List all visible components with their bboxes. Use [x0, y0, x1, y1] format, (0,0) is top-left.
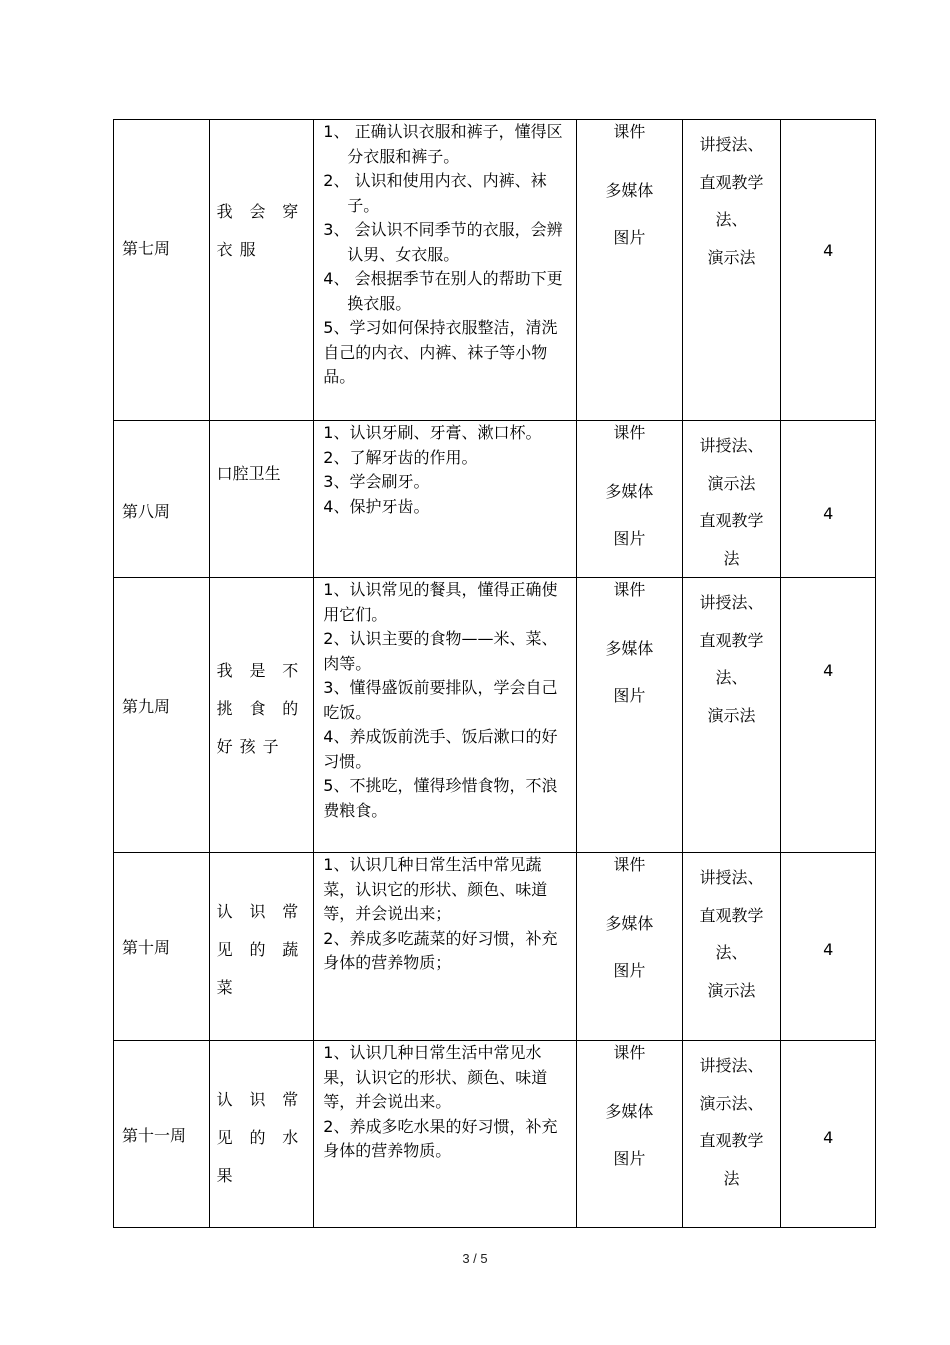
- goal-item: 5、不挑吃，懂得珍惜食物，不浪费粮食。: [323, 776, 558, 820]
- method-item: 法、: [715, 210, 748, 229]
- methods-cell: [682, 853, 781, 1041]
- hours-cell: [781, 120, 876, 421]
- method-item: 法、: [715, 943, 748, 962]
- goal-item: 1、认识几种日常生活中常见蔬菜，认识它的形状、颜色、味道等，并会说出来；: [323, 855, 548, 923]
- week-label: 第十一周: [122, 1126, 187, 1145]
- method-item: 讲授法、: [699, 593, 764, 612]
- goals-cell: [314, 853, 577, 1041]
- goal-item: 5、学习如何保持衣服整洁，清洗自己的内衣、内裤、袜子等小物品。: [323, 318, 558, 386]
- goal-item: 1、 正确认识衣服和裤子，懂得区分衣服和裤子。: [323, 122, 563, 166]
- goal-item: 2、了解牙齿的作用。: [323, 447, 478, 467]
- week-cell: [114, 853, 210, 1041]
- method-item: 直观教学: [699, 1131, 764, 1150]
- method-item: 演示法: [707, 705, 756, 725]
- methods-cell: [682, 120, 781, 421]
- method-item: 演示法: [707, 980, 756, 1000]
- hours-cell: [781, 578, 876, 853]
- method-item: 演示法、: [699, 1093, 764, 1113]
- goal-item: 4、保护牙齿。: [323, 496, 430, 516]
- resources-cell: [577, 421, 683, 578]
- topic-cell: [209, 853, 314, 1041]
- hours-value: 4: [823, 1128, 834, 1147]
- topic-label: 认识常见的蔬菜: [216, 902, 306, 997]
- method-item: 演示法: [707, 247, 756, 267]
- method-item: 直观教学: [699, 511, 764, 530]
- methods-cell: [682, 421, 781, 578]
- methods-cell: [682, 578, 781, 853]
- week-cell: [114, 1041, 210, 1228]
- resources-cell: [577, 853, 683, 1041]
- hours-value: 4: [823, 241, 834, 260]
- resource-item: 图片: [613, 228, 646, 247]
- week-cell: [114, 421, 210, 578]
- resource-item: 图片: [613, 529, 646, 548]
- method-item: 法: [723, 548, 740, 568]
- resource-item: 多媒体: [605, 181, 654, 200]
- week-label: 第八周: [122, 502, 171, 521]
- method-item: 讲授法、: [699, 868, 764, 887]
- topic-cell: [209, 421, 314, 578]
- table-row: [114, 421, 876, 578]
- topic-cell: [209, 1041, 314, 1228]
- goal-item: 2、养成多吃蔬菜的好习惯，补充身体的营养物质；: [323, 928, 558, 972]
- methods-cell: [682, 1041, 781, 1228]
- resource-item: 课件: [613, 855, 646, 874]
- goal-item: 3、懂得盛饭前要排队，学会自己吃饭。: [323, 678, 558, 722]
- resource-item: 多媒体: [605, 482, 654, 501]
- resource-item: 课件: [613, 423, 646, 442]
- week-label: 第九周: [122, 697, 171, 716]
- goal-item: 4、 会根据季节在别人的帮助下更换衣服。: [323, 269, 563, 313]
- resources-cell: [577, 578, 683, 853]
- resource-item: 多媒体: [605, 639, 654, 658]
- goal-item: 3、 会认识不同季节的衣服，会辨认男、女衣服。: [323, 220, 563, 264]
- method-item: 直观教学: [699, 905, 764, 925]
- method-item: 讲授法、: [699, 135, 764, 154]
- goal-item: 3、学会刷牙。: [323, 472, 430, 491]
- hours-cell: [781, 421, 876, 578]
- teaching-plan-table: [113, 119, 876, 1228]
- resource-item: 图片: [613, 1149, 646, 1168]
- resource-item: 课件: [613, 122, 646, 141]
- hours-value: 4: [823, 940, 834, 959]
- method-item: 法、: [715, 668, 748, 687]
- table-row: [114, 120, 876, 421]
- hours-value: 4: [823, 661, 834, 680]
- table-row: [114, 853, 876, 1041]
- resource-item: 课件: [613, 1043, 646, 1062]
- resource-item: 图片: [613, 961, 646, 980]
- week-cell: [114, 578, 210, 853]
- hours-cell: [781, 853, 876, 1041]
- hours-cell: [781, 1041, 876, 1228]
- topic-label: 认识常见的水果: [216, 1090, 306, 1185]
- resources-cell: [577, 1041, 683, 1228]
- goals-cell: [314, 120, 577, 421]
- method-item: 讲授法、: [699, 436, 764, 455]
- resource-item: 多媒体: [605, 1102, 654, 1121]
- goals-cell: [314, 1041, 577, 1228]
- goal-item: 1、认识常见的餐具，懂得正确使用它们。: [323, 580, 558, 624]
- resources-cell: [577, 120, 683, 421]
- topic-cell: [209, 120, 314, 421]
- goal-item: 1、认识几种日常生活中常见水果，认识它的形状、颜色、味道等，并会说出来。: [323, 1043, 548, 1111]
- goal-item: 1、认识牙刷、牙膏、漱口杯。: [323, 423, 542, 442]
- method-item: 直观教学: [699, 172, 764, 192]
- week-label: 第七周: [122, 239, 171, 258]
- topic-label: 我会穿衣服: [216, 202, 306, 259]
- goal-item: 2、认识主要的食物——米、菜、肉等。: [323, 629, 558, 673]
- goal-item: 2、养成多吃水果的好习惯，补充身体的营养物质。: [323, 1116, 558, 1160]
- goals-cell: [314, 578, 577, 853]
- resource-item: 课件: [613, 580, 646, 599]
- table-row: [114, 1041, 876, 1228]
- topic-label: 口腔卫生: [216, 464, 281, 483]
- method-item: 法: [723, 1168, 740, 1188]
- goals-cell: [314, 421, 577, 578]
- method-item: 直观教学: [699, 630, 764, 650]
- week-label: 第十周: [122, 938, 171, 957]
- goal-item: 4、养成饭前洗手、饭后漱口的好习惯。: [323, 727, 558, 771]
- resource-item: 多媒体: [605, 914, 654, 933]
- page-indicator: 3 / 5: [462, 1251, 488, 1266]
- hours-value: 4: [823, 504, 834, 523]
- method-item: 讲授法、: [699, 1056, 764, 1075]
- table-row: [114, 578, 876, 853]
- topic-cell: [209, 578, 314, 853]
- topic-label: 我是不挑食的好孩子: [216, 661, 306, 756]
- method-item: 演示法: [707, 473, 756, 493]
- goal-item: 2、 认识和使用内衣、内裤、袜子。: [323, 171, 547, 215]
- resource-item: 图片: [613, 686, 646, 705]
- week-cell: [114, 120, 210, 421]
